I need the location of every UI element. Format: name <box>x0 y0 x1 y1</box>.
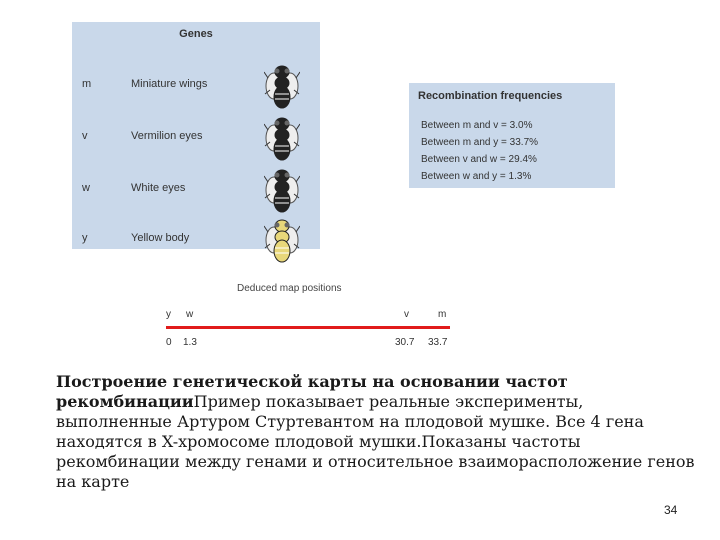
gene-name: Yellow body <box>131 232 190 244</box>
fly-icon <box>264 216 300 266</box>
map-title: Deduced map positions <box>237 283 342 294</box>
page-number: 34 <box>664 503 678 517</box>
map-position-w: 1.3 <box>183 337 197 348</box>
map-position-y: 0 <box>166 337 172 348</box>
caption-heading: Построение генетической карты на основании частот рекомбинации <box>56 372 568 411</box>
caption <box>56 372 696 492</box>
recombination-title: Recombination frequencies <box>418 90 563 102</box>
recombination-line: Between v and w = 29.4% <box>421 154 537 165</box>
gene-code: m <box>82 78 92 90</box>
fly-icon <box>264 114 300 164</box>
map-position-v: 30.7 <box>395 337 415 348</box>
map-letter-w: w <box>186 309 194 320</box>
fly-icon <box>264 62 300 112</box>
gene-code: w <box>82 182 90 194</box>
recombination-panel <box>409 83 615 188</box>
recombination-line: Between m and v = 3.0% <box>421 120 533 131</box>
genes-title: Genes <box>179 28 213 40</box>
map-letter-v: v <box>404 309 409 320</box>
gene-name: Miniature wings <box>131 78 208 90</box>
map-letter-m: m <box>438 309 447 320</box>
gene-code: y <box>82 232 88 244</box>
map-letter-y: y <box>166 309 171 320</box>
gene-row-m <box>72 62 320 112</box>
fly-icon <box>264 166 300 216</box>
gene-name: Vermilion eyes <box>131 130 203 142</box>
chromosome-map-line <box>166 326 450 329</box>
gene-code: v <box>82 130 88 142</box>
recombination-line: Between m and y = 33.7% <box>421 137 539 148</box>
gene-row-v <box>72 114 320 164</box>
caption-text: Пример показывает реальные эксперименты, выполненные Артуром Стуртевантом на плодовой мушке. Все 4 гена находятся в X-хромосоме плодовой мушки.Показаны частоты рекомбинации между генами и относительное взаиморасположение генов на карте <box>56 392 695 491</box>
gene-name: White eyes <box>131 182 186 194</box>
gene-row-w <box>72 166 320 216</box>
genes-panel <box>72 22 320 249</box>
map-position-m: 33.7 <box>428 337 448 348</box>
recombination-line: Between w and y = 1.3% <box>421 171 532 182</box>
gene-row-y <box>72 216 320 266</box>
